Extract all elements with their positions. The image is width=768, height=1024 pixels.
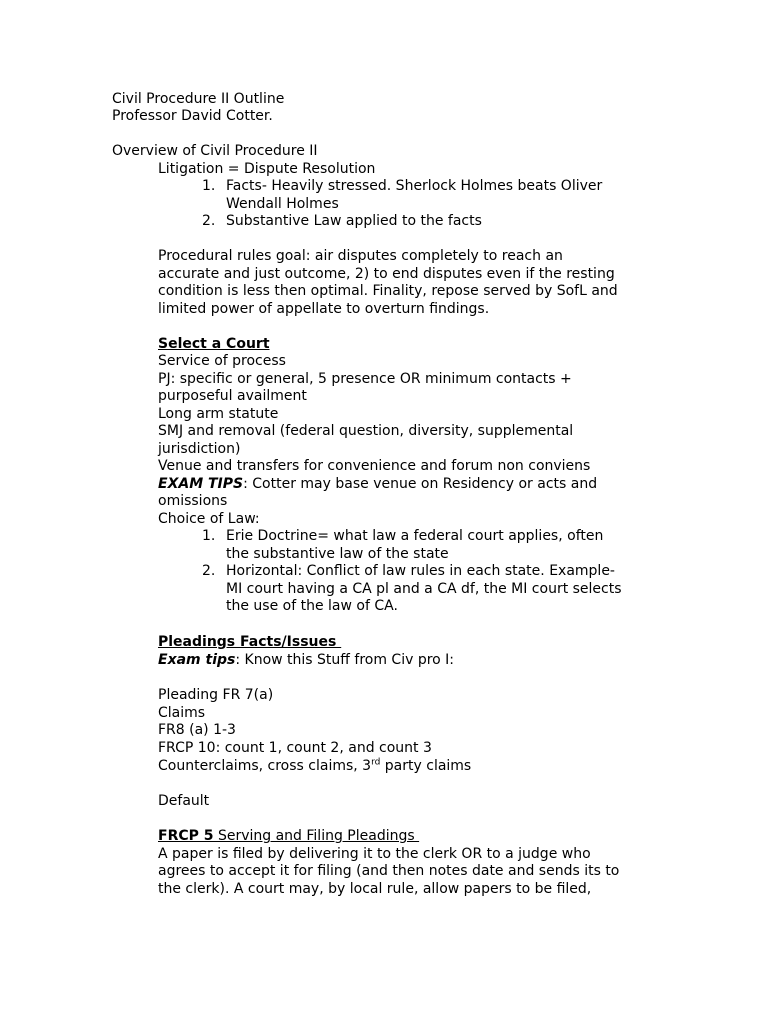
text-line: Service of process (158, 353, 286, 369)
superscript: rd (371, 757, 381, 768)
counterclaims-line (158, 758, 471, 776)
list-text: Facts- Heavily stressed. Sherlock Holmes beats Oliver (226, 178, 603, 194)
section-heading: Select a Court (158, 336, 270, 352)
text-line: PJ: specific or general, 5 presence OR minimum contacts + (158, 371, 572, 387)
overview-heading: Overview of Civil Procedure II (112, 143, 318, 159)
text-line: Claims (158, 705, 206, 721)
text-line: Long arm statute (158, 406, 279, 422)
paragraph-line: A paper is filed by delivering it to the clerk OR to a judge who (158, 846, 591, 862)
text-line: Default (158, 793, 210, 809)
list-text: Erie Doctrine= what law a federal court applies, often (226, 528, 604, 544)
document-title: Civil Procedure II Outline (112, 91, 285, 107)
text-line: Venue and transfers for convenience and forum non conviens (158, 458, 591, 474)
exam-tips-label: Exam tips (158, 652, 236, 668)
list-number: 1. (202, 528, 216, 544)
list-number: 1. (202, 178, 216, 194)
text-line: SMJ and removal (federal question, diversity, supplemental (158, 423, 574, 439)
section-heading (158, 828, 419, 846)
text-line: omissions (158, 493, 228, 509)
section-heading: Pleadings Facts/Issues (158, 634, 342, 650)
heading-bold: FRCP 5 (158, 828, 214, 844)
text-line: FRCP 10: count 1, count 2, and count 3 (158, 740, 432, 756)
list-text: Wendall Holmes (226, 196, 339, 212)
litigation-line: Litigation = Dispute Resolution (158, 161, 376, 177)
text-line: purposeful availment (158, 388, 307, 404)
list-text: the substantive law of the state (226, 546, 449, 562)
paragraph-line: condition is less then optimal. Finality, repose served by SofL and (158, 283, 618, 299)
text-line: Pleading FR 7(a) (158, 687, 274, 703)
list-text: Horizontal: Conflict of law rules in each state. Example- (226, 563, 615, 579)
heading-rest: Serving and Filing Pleadings (213, 828, 420, 844)
text-segment: party claims (380, 758, 472, 774)
text-line: FR8 (a) 1-3 (158, 722, 236, 738)
list-number: 2. (202, 563, 216, 579)
exam-tips-text: : Cotter may base venue on Residency or acts and (243, 476, 598, 492)
exam-tips-label: EXAM TIPS (158, 476, 244, 492)
text-segment: Counterclaims, cross claims, 3 (158, 758, 372, 774)
list-text: the use of the law of CA. (226, 598, 398, 614)
exam-tips-text: : Know this Stuff from Civ pro I: (235, 652, 455, 668)
paragraph-line: the clerk). A court may, by local rule, allow papers to be filed, (158, 881, 592, 897)
text-line: Choice of Law: (158, 511, 260, 527)
professor-name: Professor David Cotter. (112, 108, 273, 124)
list-number: 2. (202, 213, 216, 229)
list-text: Substantive Law applied to the facts (226, 213, 482, 229)
paragraph-line: limited power of appellate to overturn findings. (158, 301, 490, 317)
list-text: MI court having a CA pl and a CA df, the MI court selects (226, 581, 622, 597)
exam-tips-line (158, 652, 454, 670)
paragraph-line: accurate and just outcome, 2) to end disputes even if the resting (158, 266, 615, 282)
paragraph-line: agrees to accept it for filing (and then notes date and sends its to (158, 863, 620, 879)
text-line: jurisdiction) (158, 441, 241, 457)
paragraph-line: Procedural rules goal: air disputes completely to reach an (158, 248, 563, 264)
exam-tips-line (158, 476, 597, 494)
